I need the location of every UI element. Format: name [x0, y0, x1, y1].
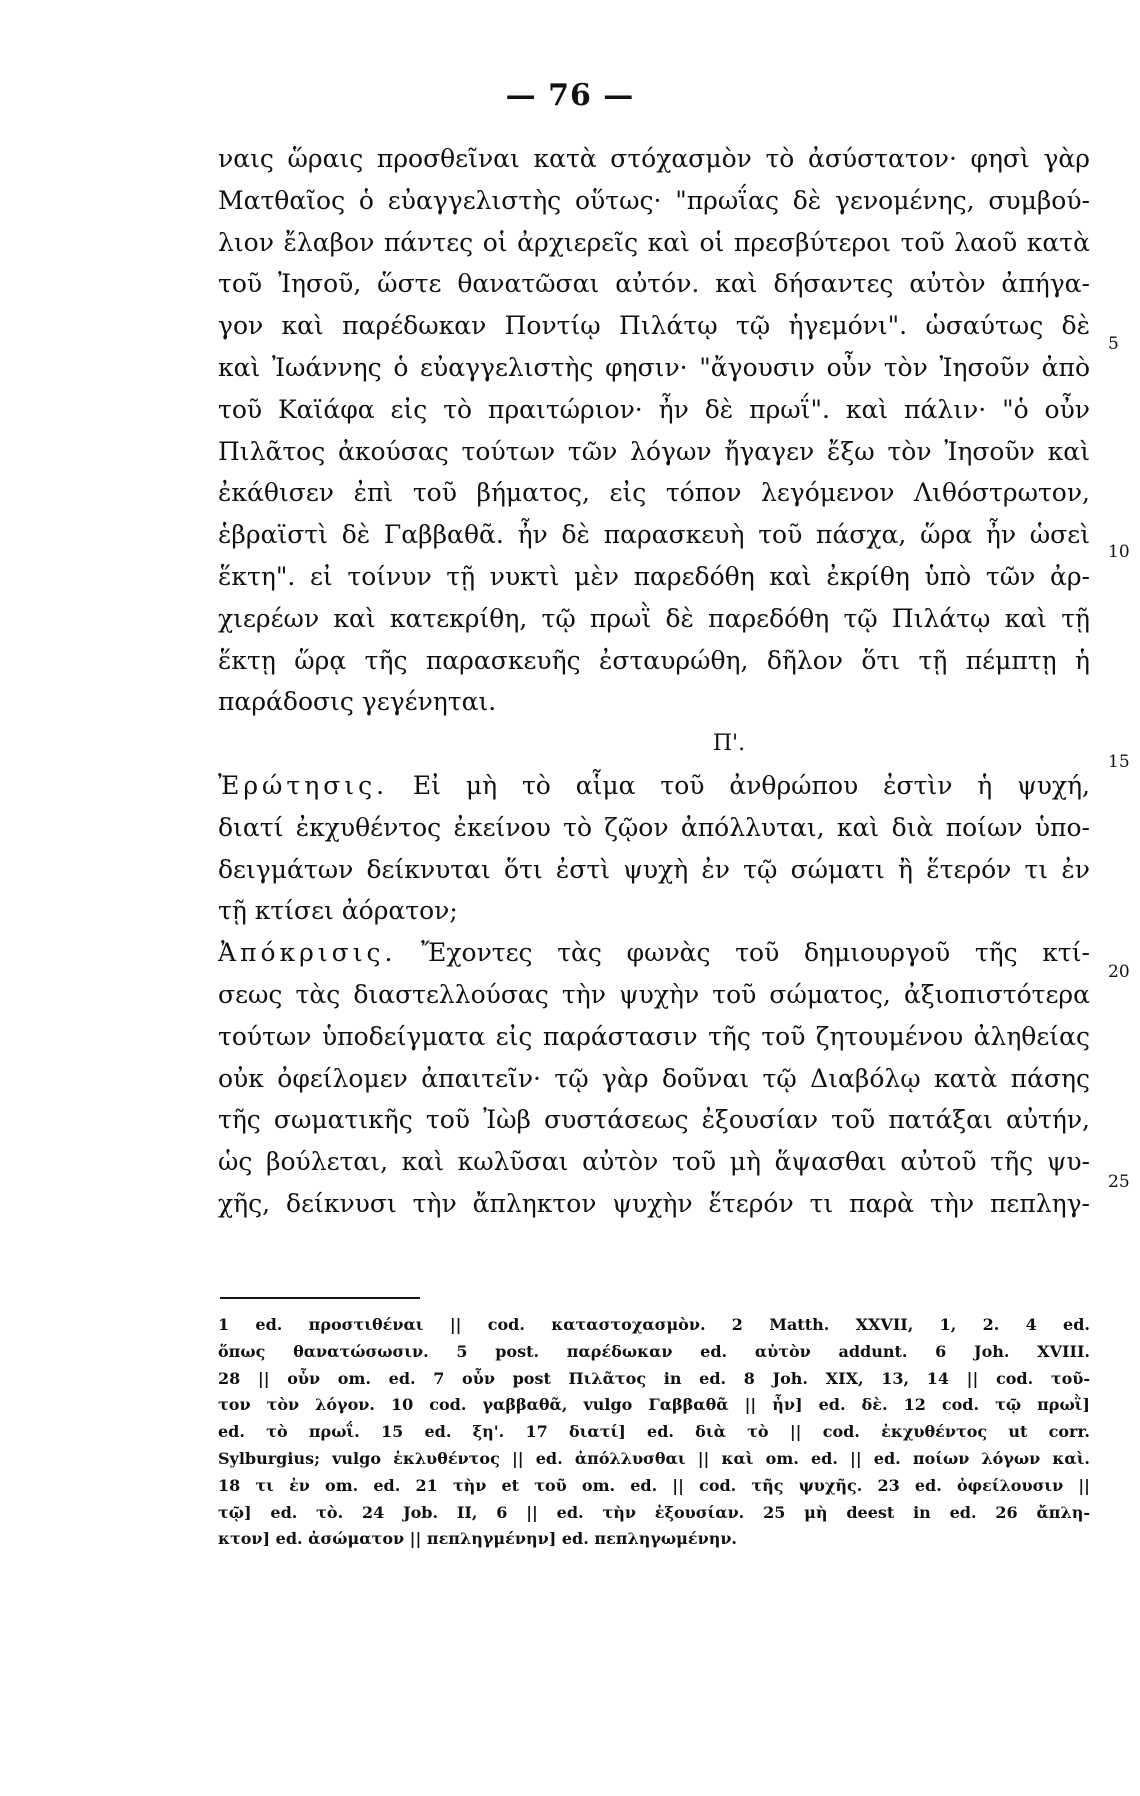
answer-text: Ἔχοντες τὰς φωνὰς τοῦ δημιουργοῦ τῆς κτί- [421, 938, 1090, 968]
answer-first-line [218, 932, 1090, 974]
text-line: ἐκάθισεν ἐπὶ τοῦ βήματος, εἰς τόπον λεγόμενον Λιθόστρωτον, [218, 478, 1090, 508]
text-line: οὐκ ὀφείλομεν ἀπαιτεῖν· τῷ γὰρ δοῦναι τῷ Διαβόλῳ κατὰ πάσης [218, 1063, 1090, 1093]
text-line: δειγμάτων δείκνυται ὅτι ἐστὶ ψυχὴ ἐν τῷ σώματι ἢ ἕτερόν τι ἐν [218, 854, 1090, 884]
text-line: χῆς, δείκνυσι τὴν ἄπληκτον ψυχὴν ἕτερόν τι παρὰ τὴν πεπληγ- [218, 1188, 1090, 1218]
text-line: τοῦ Ἰησοῦ, ὥστε θανατῶσαι αὐτόν. καὶ δήσαντες αὐτὸν ἀπήγα- [218, 269, 1090, 299]
line-number: 10 [1108, 542, 1130, 562]
text-line: Πιλᾶτος ἀκούσας τούτων τῶν λόγων ἤγαγεν ἔξω τὸν Ἰησοῦν καὶ [218, 436, 1090, 466]
question-label: Ἐρώτησις. [218, 770, 389, 800]
section-heading: Π'. [712, 731, 746, 757]
text-line: ἕκτῃ ὥρᾳ τῆς παρασκευῆς ἐσταυρώθη, δῆλον ὅτι τῇ πέμπτῃ ἡ [218, 645, 1090, 675]
footnote-line: 18 τι ἐν om. ed. 21 τὴν et τοῦ om. ed. || cod. τῆς ψυχῆς. 23 ed. ὀφείλουσιν || [218, 1475, 1090, 1495]
answer-label: Ἀπόκρισις. [218, 938, 397, 968]
question-text: Εἰ μὴ τὸ αἷμα τοῦ ἀνθρώπου ἐστὶν ἡ ψυχή, [412, 770, 1090, 800]
line-number: 15 [1108, 752, 1130, 772]
text-line: τῆς σωματικῆς τοῦ Ἰὼβ συστάσεως ἐξουσίαν τοῦ πατάξαι αὐτήν, [218, 1105, 1090, 1135]
footnote-line: τῷ] ed. τὸ. 24 Job. II, 6 || ed. τὴν ἐξουσίαν. 25 μὴ deest in ed. 26 ἄπλη- [218, 1502, 1090, 1522]
text-line: ὡς βούλεται, καὶ κωλῦσαι αὐτὸν τοῦ μὴ ἅψασθαι αὐτοῦ τῆς ψυ- [218, 1147, 1090, 1177]
text-line: χιερέων καὶ κατεκρίθη, τῷ πρωῒ δὲ παρεδόθη τῷ Πιλάτῳ καὶ τῇ [218, 603, 1090, 633]
footnotes [218, 1312, 1090, 1553]
text-line: καὶ Ἰωάννης ὁ εὐαγγελιστὴς φησιν· "ἄγουσιν οὖν τὸν Ἰησοῦν ἀπὸ [218, 352, 1090, 382]
text-line: τῇ κτίσει ἀόρατον; [218, 896, 458, 926]
main-text [218, 138, 1090, 1225]
footnote-line: 28 || οὖν om. ed. 7 οὖν post Πιλᾶτος in ed. 8 Joh. XIX, 13, 14 || cod. τοῦ- [218, 1368, 1090, 1388]
text-line: παράδοσις γεγένηται. [218, 687, 497, 717]
footnote-line: Sylburgius; vulgo ἐκλυθέντος || ed. ἀπόλλυσθαι || καὶ om. ed. || ed. ποίων λόγων καὶ. [218, 1448, 1090, 1468]
line-number: 20 [1108, 962, 1130, 982]
text-line: σεως τὰς διαστελλούσας τὴν ψυχὴν τοῦ σώματος, ἀξιοπιστότερα [218, 979, 1090, 1009]
footnote-line: κτον] ed. ἀσώματον || πεπληγμένην] ed. πεπληγωμένην. [218, 1529, 737, 1549]
question-first-line [218, 765, 1090, 807]
text-line: τούτων ὑποδείγματα εἰς παράστασιν τῆς τοῦ ζητουμένου ἀληθείας [218, 1021, 1090, 1051]
text-line: ἑβραϊστὶ δὲ Γαββαθᾶ. ἦν δὲ παρασκευὴ τοῦ πάσχα, ὥρα ἦν ὡσεὶ [218, 520, 1090, 550]
text-line: ναις ὥραις προσθεῖναι κατὰ στόχασμὸν τὸ ἀσύστατον· φησὶ γὰρ [218, 144, 1090, 173]
text-line: τοῦ Καϊάφα εἰς τὸ πραιτώριον· ἦν δὲ πρωΐ". καὶ πάλιν· "ὁ οὖν [218, 394, 1090, 424]
text-line: Ματθαῖος ὁ εὐαγγελιστὴς οὕτως· "πρωΐας δὲ γενομένης, συμβού- [218, 185, 1090, 215]
footnote-divider [220, 1297, 420, 1299]
text-line: γον καὶ παρέδωκαν Ποντίῳ Πιλάτῳ τῷ ἡγεμόνι". ὡσαύτως δὲ [218, 311, 1090, 341]
footnote-line: τον τὸν λόγον. 10 cod. γαββαθᾶ, vulgo Γαββαθᾶ || ἦν] ed. δὲ. 12 cod. τῷ πρωῒ] [218, 1395, 1090, 1415]
line-number: 25 [1108, 1172, 1130, 1192]
text-line: ἕκτη". εἰ τοίνυν τῇ νυκτὶ μὲν παρεδόθη καὶ ἐκρίθη ὑπὸ τῶν ἀρ- [218, 561, 1090, 591]
line-number: 5 [1108, 334, 1119, 354]
text-line: λιον ἔλαβον πάντες οἱ ἀρχιερεῖς καὶ οἱ πρεσβύτεροι τοῦ λαοῦ κατὰ [218, 227, 1090, 257]
footnote-line: 1 ed. προστιθέναι || cod. καταστοχασμὸν. 2 Matth. XXVII, 1, 2. 4 ed. [218, 1315, 1090, 1334]
footnote-line: ὅπως θανατώσωσιν. 5 post. παρέδωκαν ed. αὐτὸν addunt. 6 Joh. XVIII. [218, 1341, 1090, 1361]
footnote-line: ed. τὸ πρωΐ. 15 ed. ξη'. 17 διατί] ed. διὰ τὸ || cod. ἐκχυθέντος ut corr. [218, 1422, 1091, 1442]
page-number: — 76 — [505, 78, 635, 113]
text-line: διατί ἐκχυθέντος ἐκείνου τὸ ζῷον ἀπόλλυται, καὶ διὰ ποίων ὑπο- [218, 812, 1090, 842]
